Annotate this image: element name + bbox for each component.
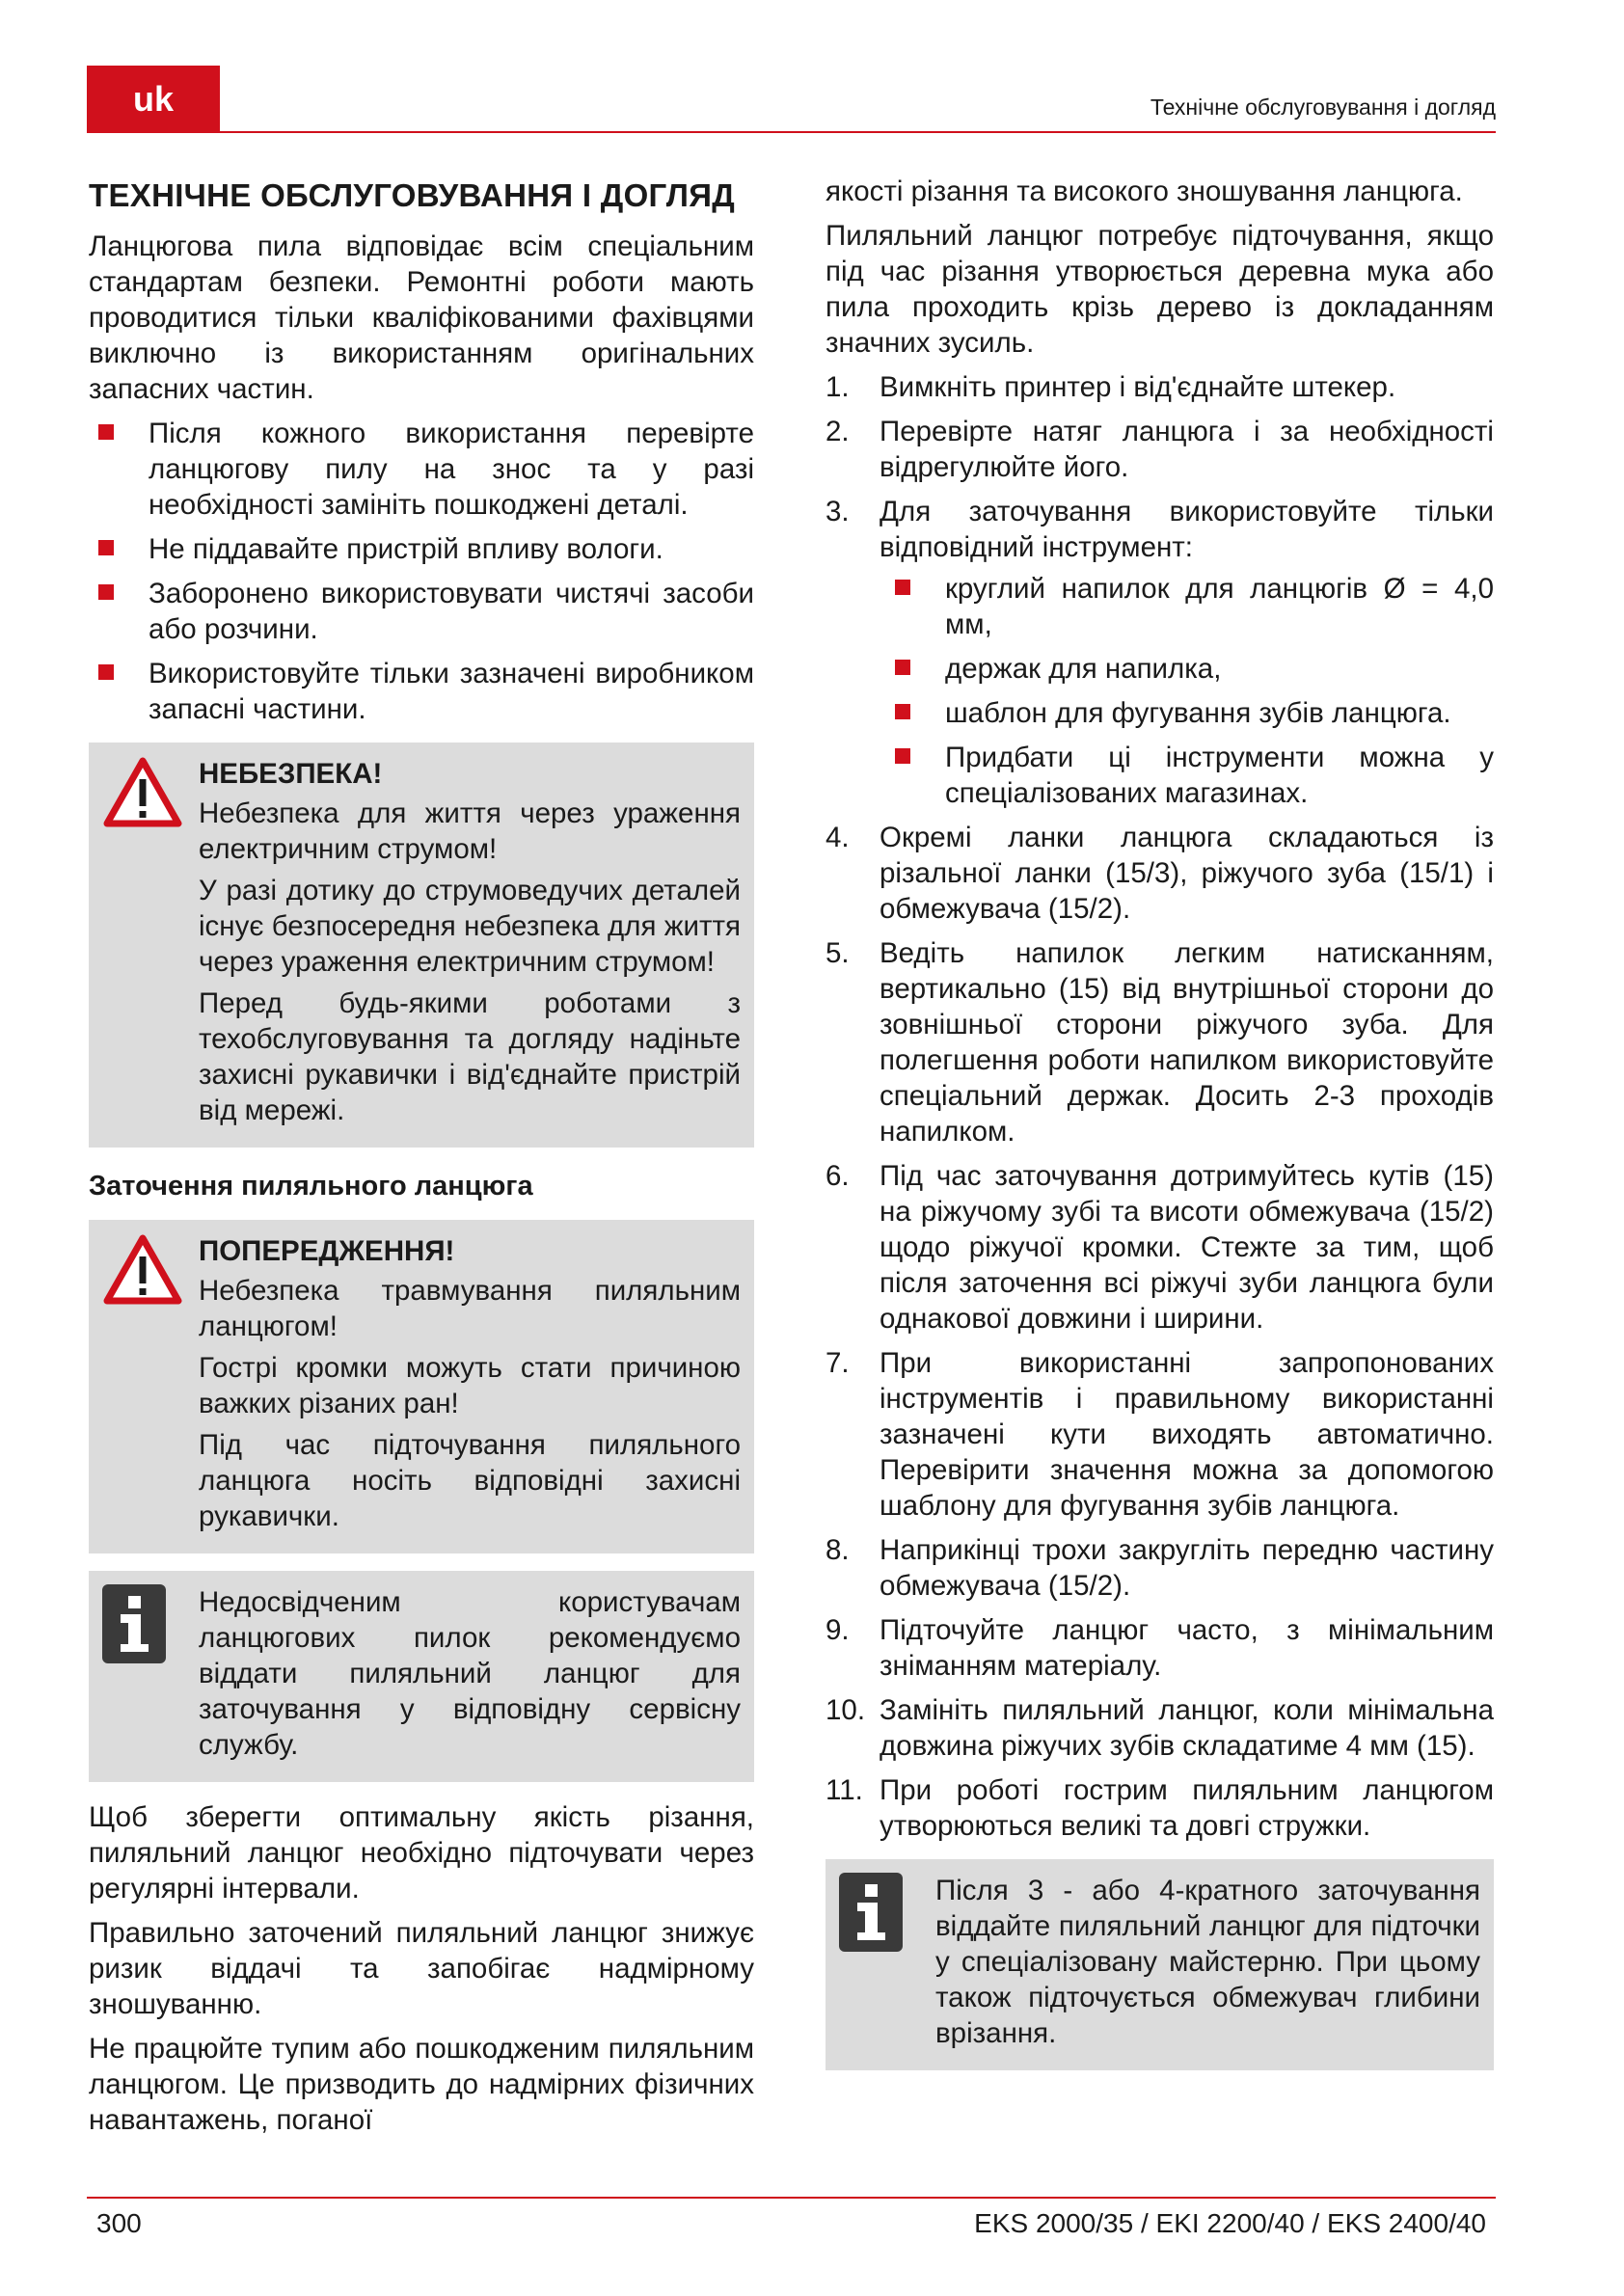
bullet-square-icon xyxy=(98,540,114,555)
footer-divider xyxy=(87,2197,1496,2199)
step-item: 1. Вимкніть принтер і від'єднайте штекер. xyxy=(826,371,1396,403)
list-item: круглий напилок для ланцюгів Ø = 4,0 мм, xyxy=(880,571,1494,642)
list-item: шаблон для фугування зубів ланцюга. xyxy=(880,695,1494,731)
bullet-square-icon xyxy=(895,660,910,675)
page-number: 300 xyxy=(96,2208,142,2238)
sharpening-steps xyxy=(826,369,1494,1844)
body-paragraph: Щоб зберегти оптимальну якість різання, пиляльний ланцюг необхідно підточувати через регулярні інтервали. xyxy=(89,1801,754,1904)
left-column xyxy=(89,174,754,2147)
bullet-square-icon xyxy=(895,580,910,595)
language-tab: uk xyxy=(87,66,220,133)
warning-text: Під час підточування пиляльного ланцюга носіть відповідні захисні рукавички. xyxy=(199,1429,741,1532)
bullet-square-icon xyxy=(98,424,114,440)
list-item: Не піддавайте пристрій впливу вологи. xyxy=(89,531,754,567)
list-item: Використовуйте тільки зазначені виробником запасні частини. xyxy=(89,656,754,727)
tools-list xyxy=(880,571,1494,811)
step-item: 4. Окремі ланки ланцюга складаються із різальної ланки (15/3), ріжучого зуба (15/1) і обмежувача (15/2). xyxy=(826,822,1494,925)
warning-triangle-icon xyxy=(102,1233,183,1307)
body-paragraph: Не працюйте тупим або пошкодженим пиляльним ланцюгом. Це призводить до надмірних фізичних навантажень, поганої xyxy=(89,2033,754,2136)
list-item: держак для напилка, xyxy=(880,651,1494,687)
info-text: Після 3 - або 4-кратного заточування віддайте пиляльний ланцюг для підточки у спеціалізовану майстерню. При цьому також підточується обмежувач глибини врізання. xyxy=(935,1875,1480,2049)
info-notice xyxy=(826,1859,1494,2070)
info-text: Недосвідченим користувачам ланцюгових пилок рекомендуємо віддати пиляльний ланцюг для заточування у відповідну сервісну службу. xyxy=(199,1586,741,1761)
step-item: 5. Ведіть напилок легким натисканням, вертикально (15) від внутрішньої сторони до зовнішньої сторони ріжучого зуба. Для полегшення роботи напилком використовуйте спеціальний держак. Досить 2-3 проходів напилком. xyxy=(826,937,1494,1148)
info-icon xyxy=(839,1873,903,1952)
step-item: 8. Наприкінці трохи закругліть передню частину обмежувача (15/2). xyxy=(826,1534,1494,1602)
list-item: Після кожного використання перевірте ланцюгову пилу на знос та у разі необхідності замініть пошкоджені деталі. xyxy=(89,416,754,523)
model-numbers: EKS 2000/35 / EKI 2200/40 / EKS 2400/40 xyxy=(974,2208,1486,2238)
info-notice xyxy=(89,1571,754,1782)
warning-text: Гострі кромки можуть стати причиною важких різаних ран! xyxy=(199,1352,741,1419)
warning-triangle-icon xyxy=(102,756,183,829)
header-divider xyxy=(87,131,1496,133)
subheading: Заточення пиляльного ланцюга xyxy=(89,1171,533,1202)
bullet-square-icon xyxy=(895,748,910,764)
intro-paragraph: Ланцюгова пила відповідає всім спеціальним стандартам безпеки. Ремонтні роботи мають проводитися тільки кваліфікованими фахівцями виключно із використанням оригінальних запасних частин. xyxy=(89,230,754,405)
step-item: 9. Підточуйте ланцюг часто, з мінімальним зніманням матеріалу. xyxy=(826,1614,1494,1682)
maintenance-list xyxy=(89,416,754,727)
section-title: ТЕХНІЧНЕ ОБСЛУГОВУВАННЯ І ДОГЛЯД xyxy=(89,177,736,213)
step-item: 2. Перевірте натяг ланцюга і за необхідності відрегулюйте його. xyxy=(826,416,1494,483)
danger-text: Небезпека для життя через ураження електричним струмом! xyxy=(199,797,741,865)
danger-text: Перед будь-якими роботами з техобслуговування та догляду надіньте захисні рукавички і від'єднайте пристрій від мережі. xyxy=(199,987,741,1126)
warning-notice xyxy=(89,1220,754,1553)
danger-text: У разі дотику до струмоведучих деталей існує безпосередня небезпека для життя через ураження електричним струмом! xyxy=(199,875,741,978)
intro-paragraph: Пиляльний ланцюг потребує підточування, якщо під час різання утворюється деревна мука або пила проходить крізь дерево із докладанням значних зусиль. xyxy=(826,220,1494,359)
step-item: 3. Для заточування використовуйте тільки відповідний інструмент: круглий напилок для ланцюгів Ø = 4,0 мм, держак для напилка, шаблон для фугування зубів ланцюга. Придбати ці інструменти можна у спеціалізованих магазинах. xyxy=(826,496,1494,809)
bullet-square-icon xyxy=(98,664,114,680)
warning-text: Небезпека травмування пиляльним ланцюгом! xyxy=(199,1275,741,1342)
list-item: Заборонено використовувати чистячі засоби або розчини. xyxy=(89,576,754,647)
list-item: Придбати ці інструменти можна у спеціалізованих магазинах. xyxy=(880,740,1494,811)
bullet-square-icon xyxy=(895,704,910,719)
step-item: 6. Під час заточування дотримуйтесь кутів (15) на ріжучому зубі та висоти обмежувача (15/2) щодо ріжучої кромки. Стежте за тим, щоб після заточення всі ріжучі зуби ланцюга були однакової довжини і ширини. xyxy=(826,1160,1494,1335)
bullet-square-icon xyxy=(98,584,114,600)
step-item: 7. При використанні запропонованих інструментів і правильному використанні зазначені кути виходять автоматично. Перевірити значення можна за допомогою шаблону для фугування зубів ланцюга. xyxy=(826,1347,1494,1522)
info-icon xyxy=(102,1584,166,1663)
header-title: Технічне обслуговування і догляд xyxy=(1150,95,1496,120)
warning-title: ПОПЕРЕДЖЕННЯ! xyxy=(199,1235,455,1267)
body-paragraph: Правильно заточений пиляльний ланцюг знижує ризик віддачі та запобігає надмірному зношуванню. xyxy=(89,1917,754,2020)
danger-title: НЕБЕЗПЕКА! xyxy=(199,758,383,790)
continued-paragraph: якості різання та високого зношування ланцюга. xyxy=(826,176,1463,207)
step-item: 10. Замініть пиляльний ланцюг, коли мінімальна довжина ріжучих зубів складатиме 4 мм (15). xyxy=(826,1694,1494,1762)
step-item: 11. При роботі гострим пиляльним ланцюгом утворюються великі та довгі стружки. xyxy=(826,1774,1494,1842)
right-column xyxy=(826,174,1494,2088)
danger-notice xyxy=(89,743,754,1148)
